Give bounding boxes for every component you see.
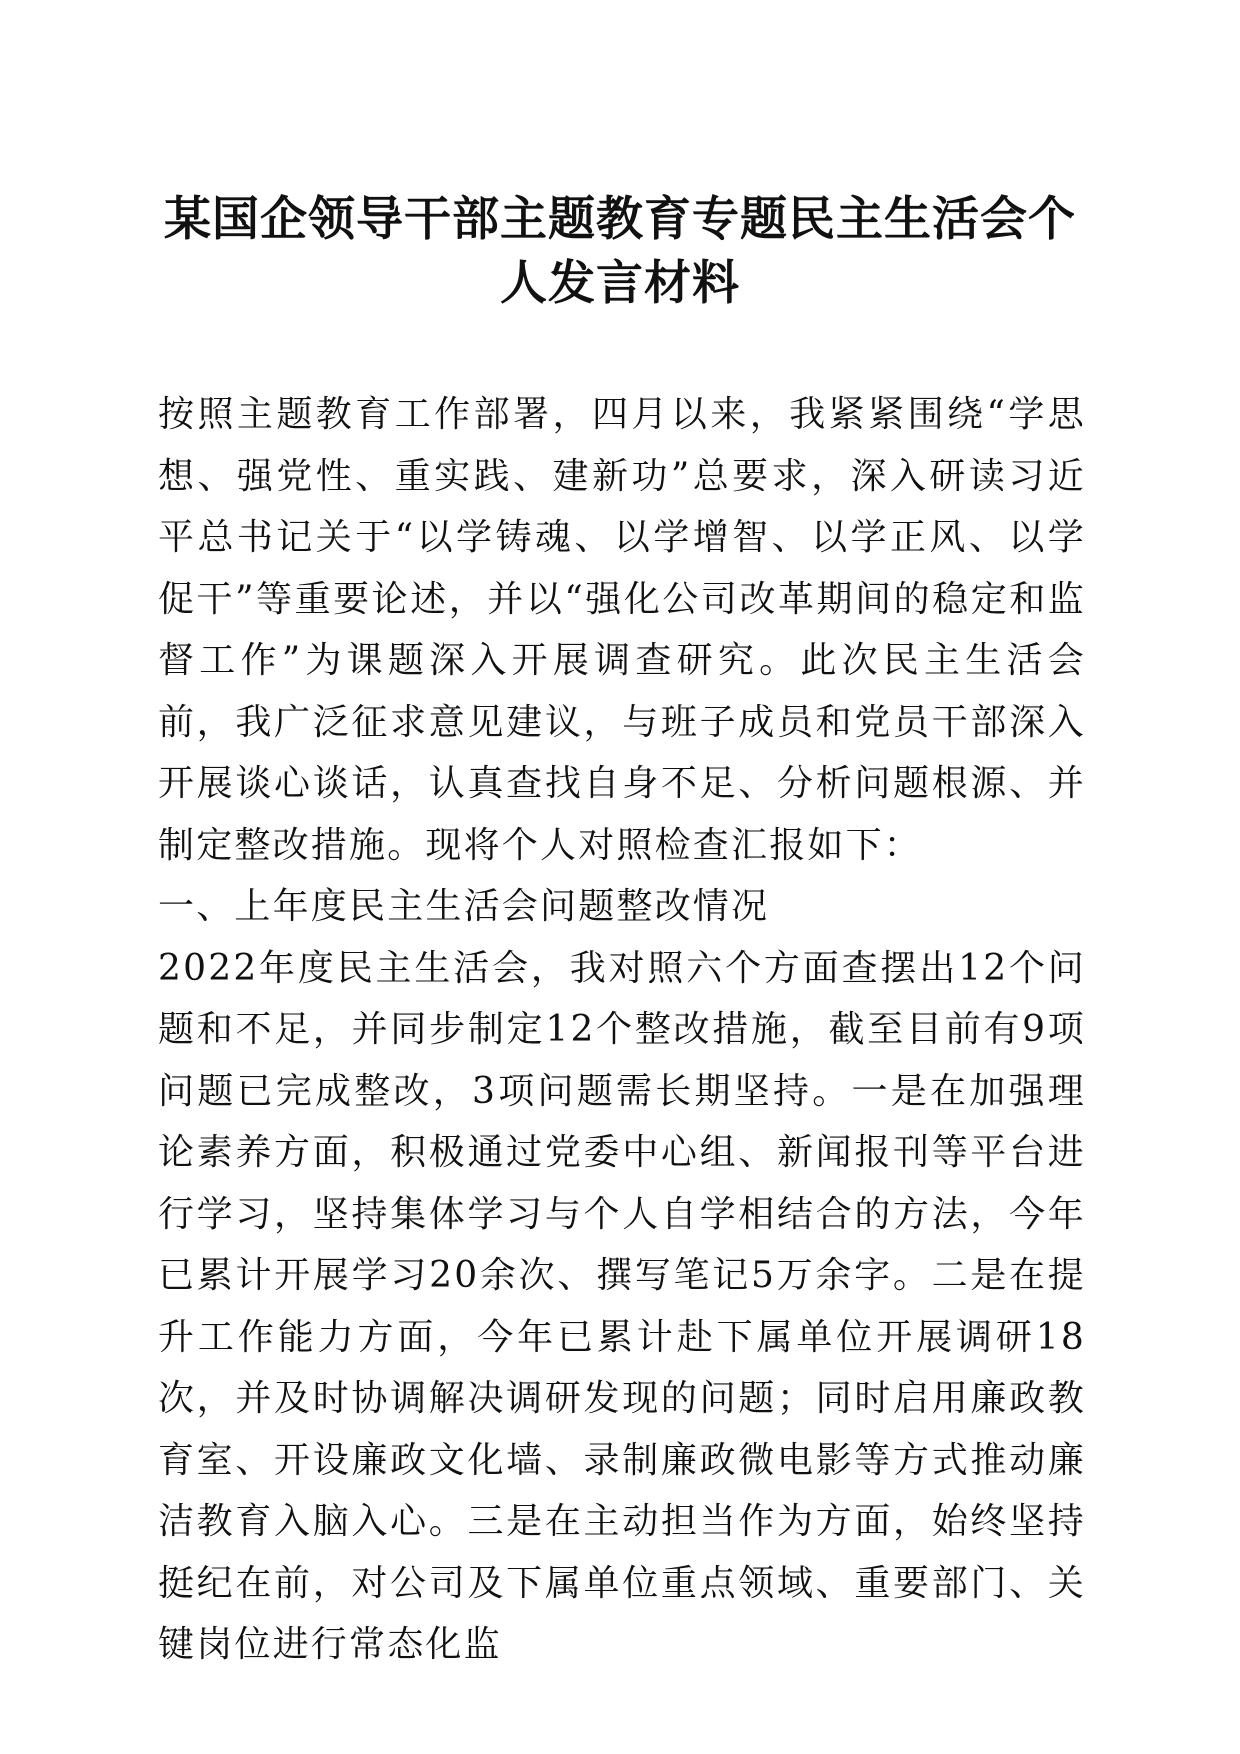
rectification-paragraph: 2022年度民主生活会，我对照六个方面查摆出12个问题和不足，并同步制定12个整改措施，截至目前有9项问题已完成整改，3项问题需长期坚持。一是在加强理论素养方面，积极通过党委中心组、新闻报刊等平台进行学习，坚持集体学习与个人自学相结合的方法，今年已累计开展学习20余次、撰写笔记5万余字。二是在提升工作能力方面，今年已累计赴下属单位开展调研18次，并及时协调解决调研发现的问题；同时启用廉政教育室、开设廉政文化墙、录制廉政微电影等方式推动廉洁教育入脑入心。三是在主动担当作为方面，始终坚持挺纪在前，对公司及下属单位重点领域、重要部门、关键岗位进行常态化监 [158,947,1086,1665]
document-body [158,384,1086,1676]
intro-paragraph: 按照主题教育工作部署，四月以来，我紧紧围绕“学思想、强党性、重实践、建新功”总要求，深入研读习近平总书记关于“以学铸魂、以学增智、以学正风、以学促干”等重要论述，并以“强化公司改革期间的稳定和监督工作”为课题深入开展调查研究。此次民主生活会前，我广泛征求意见建议，与班子成员和党员干部深入开展谈心谈话，认真查找自身不足、分析问题根源、并制定整改措施。现将个人对照检查汇报如下： [158,394,1086,866]
document-title: 某国企领导干部主题教育专题民主生活会个人发言材料 [164,192,1076,311]
section-heading-1: 一、上年度民主生活会问题整改情况 [158,886,770,927]
